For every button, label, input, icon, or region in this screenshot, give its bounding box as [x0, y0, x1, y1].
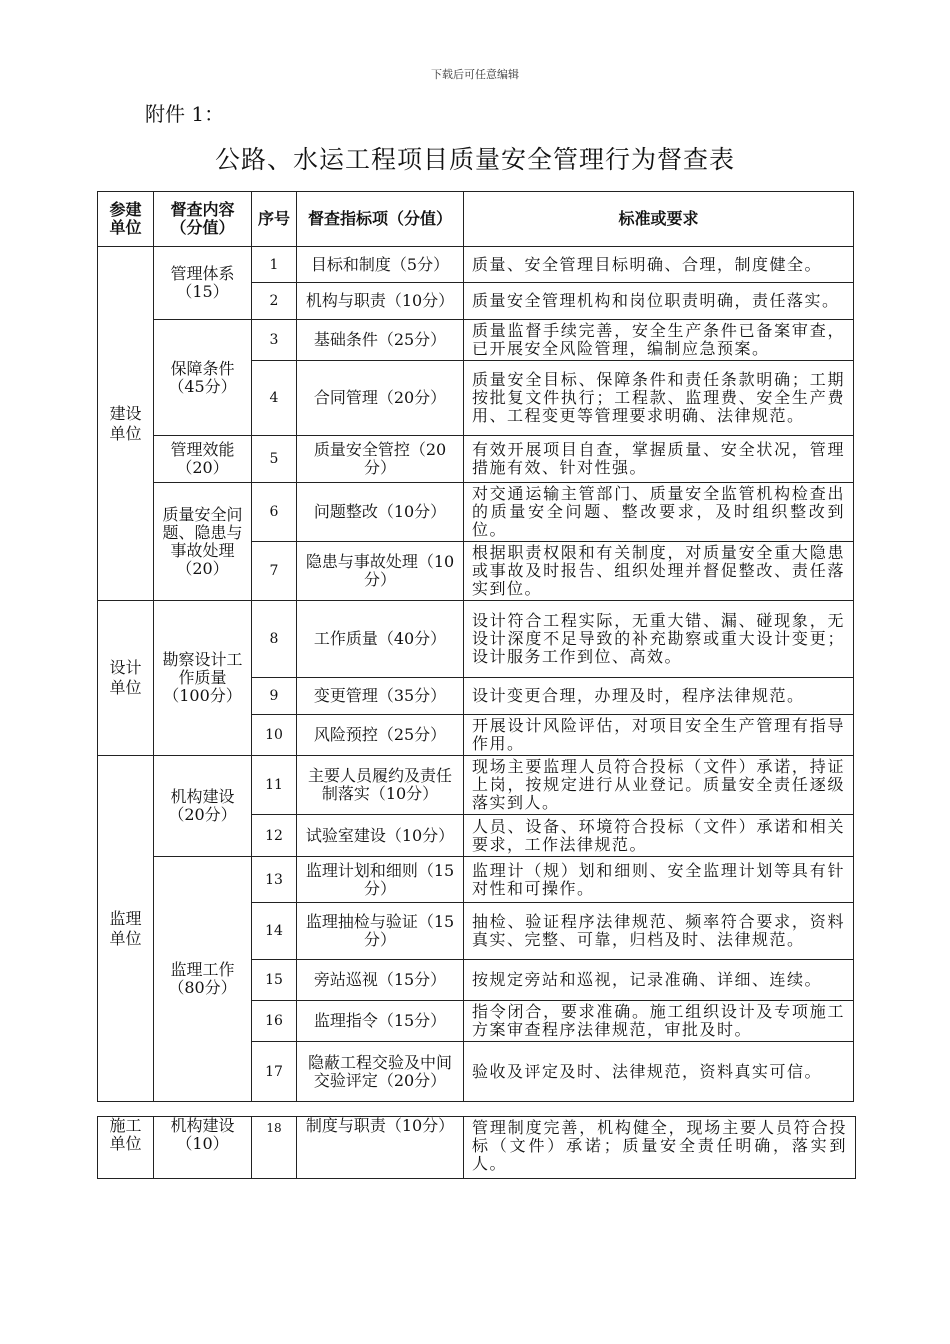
content-cell: 管理体系（15） — [154, 247, 252, 320]
seq-cell: 2 — [252, 283, 297, 320]
item-cell: 试验室建设（10分） — [297, 815, 464, 857]
content-cell: 勘察设计工作质量（100分） — [154, 601, 252, 756]
seq-cell: 5 — [252, 436, 297, 483]
req-cell: 人员、设备、环境符合投标（文件）承诺和相关要求，工作法律规范。 — [464, 815, 854, 857]
col-header-content: 督查内容（分值） — [154, 192, 252, 247]
seq-cell: 10 — [252, 715, 297, 756]
content-cell: 监理工作（80分） — [154, 857, 252, 1102]
content-cell: 机构建设（20分） — [154, 756, 252, 857]
table-row — [98, 436, 854, 483]
page-title: 公路、水运工程项目质量安全管理行为督查表 — [214, 145, 735, 174]
seq-cell: 7 — [252, 542, 297, 601]
seq-cell: 9 — [252, 678, 297, 715]
seq-cell: 8 — [252, 601, 297, 678]
req-cell: 对交通运输主管部门、质量安全监管机构检查出的质量安全问题、整改要求，及时组织整改到位。 — [464, 483, 854, 542]
item-cell: 旁站巡视（15分） — [297, 960, 464, 1001]
seq-cell: 14 — [252, 903, 297, 960]
req-cell: 抽检、验证程序法律规范、频率符合要求，资料真实、完整、可靠，归档及时、法律规范。 — [464, 903, 854, 960]
req-cell: 质量、安全管理目标明确、合理，制度健全。 — [464, 247, 854, 283]
item-cell: 基础条件（25分） — [297, 320, 464, 361]
seq-cell: 16 — [252, 1001, 297, 1042]
inspection-table — [97, 191, 854, 1102]
req-cell: 指令闭合，要求准确。施工组织设计及专项施工方案审查程序法律规范，审批及时。 — [464, 1001, 854, 1042]
item-cell: 合同管理（20分） — [297, 361, 464, 436]
seq-cell: 12 — [252, 815, 297, 857]
seq-cell: 3 — [252, 320, 297, 361]
unit-cell: 建设单位 — [98, 247, 154, 601]
seq-cell: 15 — [252, 960, 297, 1001]
req-cell: 监理计（规）划和细则、安全监理计划等具有针对性和可操作。 — [464, 857, 854, 903]
unit-cell: 监理单位 — [98, 756, 154, 1102]
item-cell: 目标和制度（5分） — [297, 247, 464, 283]
table-row — [98, 1117, 856, 1179]
item-cell: 变更管理（35分） — [297, 678, 464, 715]
item-cell: 制度与职责（10分） — [297, 1117, 464, 1179]
req-cell: 质量监督手续完善，安全生产条件已备案审查，已开展安全风险管理，编制应急预案。 — [464, 320, 854, 361]
seq-cell: 6 — [252, 483, 297, 542]
req-cell: 根据职责权限和有关制度，对质量安全重大隐患或事故及时报告、组织处理并督促整改、责任落实到位。 — [464, 542, 854, 601]
table-row — [98, 320, 854, 361]
col-header-item: 督查指标项（分值） — [297, 192, 464, 247]
seq-cell: 17 — [252, 1042, 297, 1102]
req-cell: 设计符合工程实际，无重大错、漏、碰现象，无设计深度不足导致的补充勘察或重大设计变更；设计服务工作到位、高效。 — [464, 601, 854, 678]
item-cell: 问题整改（10分） — [297, 483, 464, 542]
req-cell: 管理制度完善，机构健全，现场主要人员符合投标（文件）承诺；质量安全责任明确，落实到人。 — [464, 1117, 856, 1179]
content-cell: 质量安全问题、隐患与事故处理（20） — [154, 483, 252, 601]
item-cell: 监理指令（15分） — [297, 1001, 464, 1042]
req-cell: 设计变更合理，办理及时，程序法律规范。 — [464, 678, 854, 715]
seq-cell: 4 — [252, 361, 297, 436]
col-header-seq: 序号 — [252, 192, 297, 247]
unit-cell: 设计单位 — [98, 601, 154, 756]
col-header-unit: 参建单位 — [98, 192, 154, 247]
req-cell: 有效开展项目自查，掌握质量、安全状况，管理措施有效、针对性强。 — [464, 436, 854, 483]
req-cell: 验收及评定及时、法律规范，资料真实可信。 — [464, 1042, 854, 1102]
item-cell: 监理抽检与验证（15分） — [297, 903, 464, 960]
header-note: 下载后可任意编辑 — [431, 68, 519, 81]
req-cell: 质量安全目标、保障条件和责任条款明确；工期按批复文件执行；工程款、监理费、安全生产费用、工程变更等管理要求明确、法律规范。 — [464, 361, 854, 436]
table-row — [98, 483, 854, 542]
req-cell: 现场主要监理人员符合投标（文件）承诺，持证上岗，按规定进行从业登记。质量安全责任逐级落实到人。 — [464, 756, 854, 815]
item-cell: 隐蔽工程交验及中间交验评定（20分） — [297, 1042, 464, 1102]
req-cell: 质量安全管理机构和岗位职责明确，责任落实。 — [464, 283, 854, 320]
content-cell: 管理效能（20） — [154, 436, 252, 483]
item-cell: 工作质量（40分） — [297, 601, 464, 678]
item-cell: 监理计划和细则（15分） — [297, 857, 464, 903]
construction-table — [97, 1116, 856, 1179]
table-row — [98, 601, 854, 678]
col-header-req: 标准或要求 — [464, 192, 854, 247]
table-header-row — [98, 192, 854, 247]
item-cell: 隐患与事故处理（10分） — [297, 542, 464, 601]
item-cell: 主要人员履约及责任制落实（10分） — [297, 756, 464, 815]
table-row — [98, 756, 854, 815]
item-cell: 机构与职责（10分） — [297, 283, 464, 320]
seq-cell: 1 — [252, 247, 297, 283]
req-cell: 按规定旁站和巡视，记录准确、详细、连续。 — [464, 960, 854, 1001]
unit-cell: 施工单位 — [98, 1117, 154, 1179]
seq-cell: 18 — [252, 1117, 297, 1179]
item-cell: 质量安全管控（20分） — [297, 436, 464, 483]
attachment-label: 附件 1： — [145, 102, 225, 126]
req-cell: 开展设计风险评估，对项目安全生产管理有指导作用。 — [464, 715, 854, 756]
content-cell: 保障条件（45分） — [154, 320, 252, 436]
seq-cell: 11 — [252, 756, 297, 815]
item-cell: 风险预控（25分） — [297, 715, 464, 756]
table-row — [98, 247, 854, 283]
content-cell: 机构建设（10） — [154, 1117, 252, 1179]
seq-cell: 13 — [252, 857, 297, 903]
table-row — [98, 857, 854, 903]
